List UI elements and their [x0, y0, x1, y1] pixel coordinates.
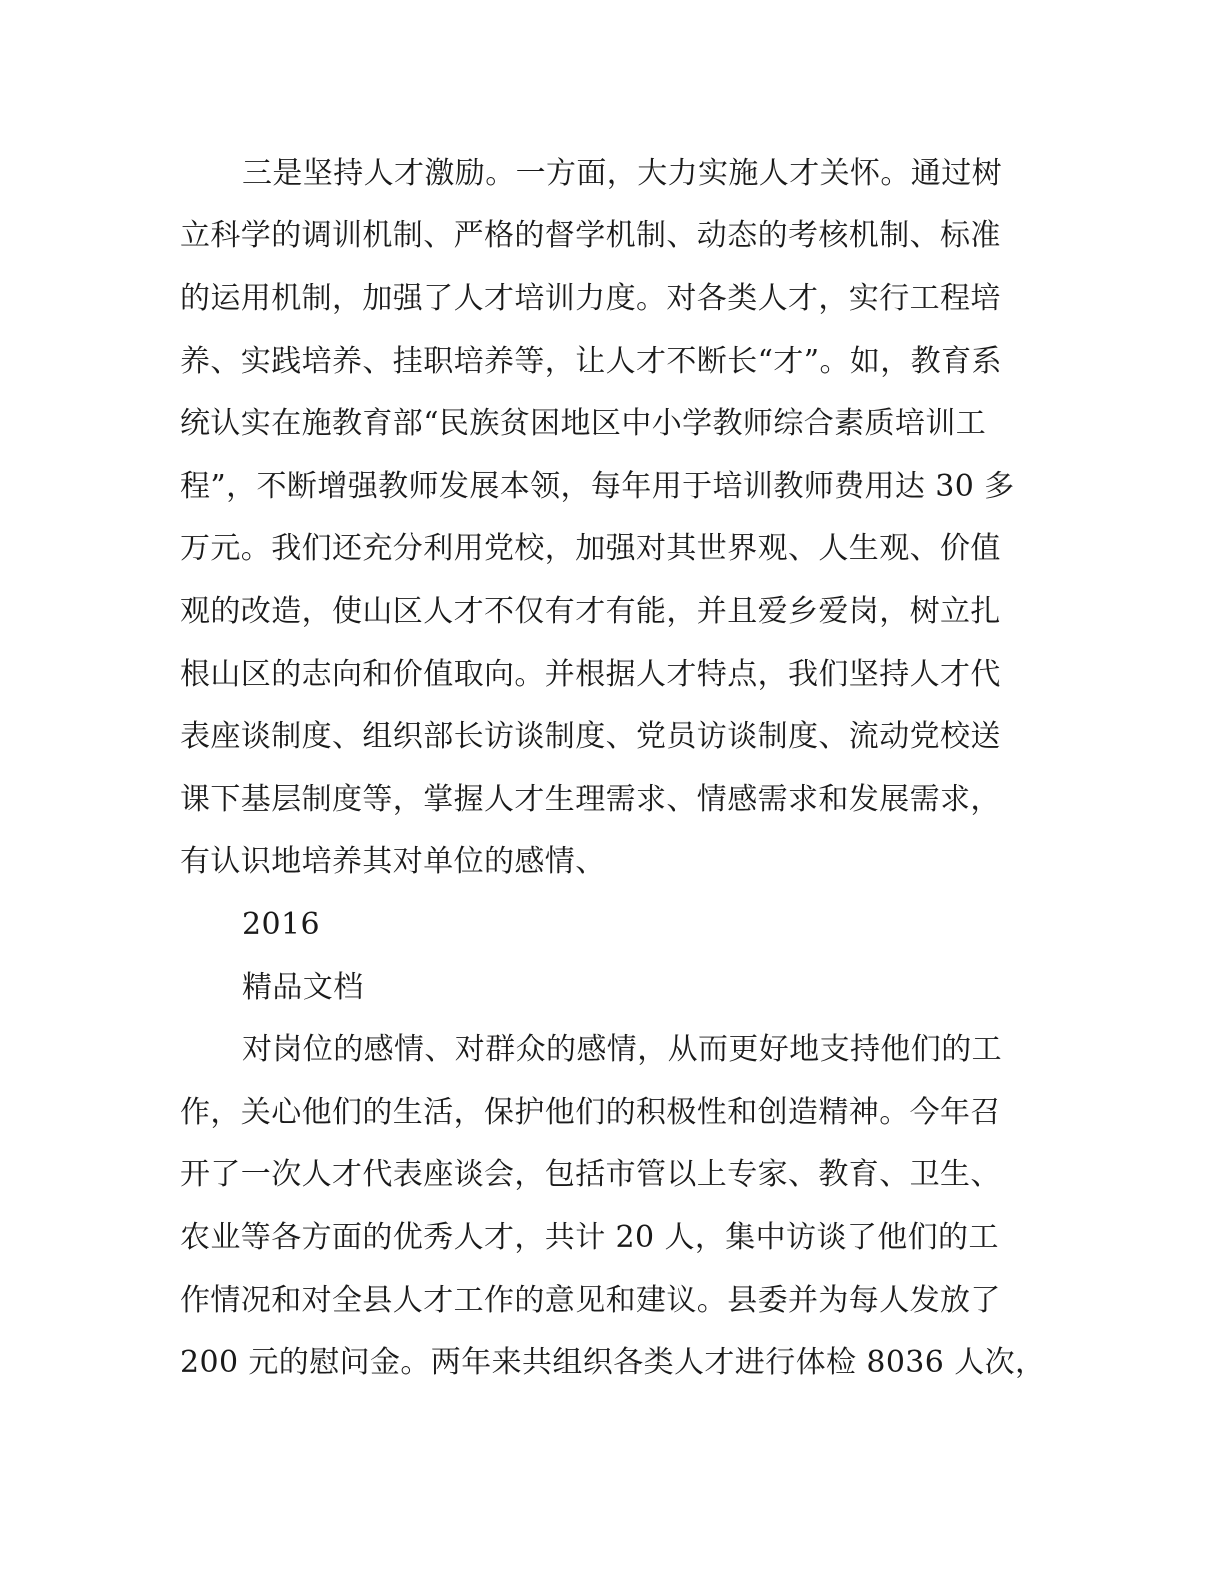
- year-label: 2016: [242, 907, 320, 942]
- paragraph-1-line-7: 万元。我们还充分利用党校，加强对其世界观、人生观、价值: [180, 531, 1001, 566]
- paragraph-2-line-4: 农业等各方面的优秀人才，共计 20 人，集中访谈了他们的工: [180, 1220, 999, 1255]
- paragraph-1-line-8: 观的改造，使山区人才不仅有才有能，并且爱乡爱岗，树立扎: [180, 594, 1001, 629]
- paragraph-1-line-12: 有认识地培养其对单位的感情、: [180, 844, 606, 879]
- paragraph-1-line-6: 程”，不断增强教师发展本领，每年用于培训教师费用达 30 多: [180, 469, 1015, 504]
- paragraph-1-line-5: 统认实在施教育部“民族贫困地区中小学教师综合素质培训工: [180, 406, 987, 441]
- paragraph-2-line-1: 对岗位的感情、对群众的感情，从而更好地支持他们的工: [242, 1032, 1002, 1067]
- paragraph-1-line-9: 根山区的志向和价值取向。并根据人才特点，我们坚持人才代: [180, 657, 1001, 692]
- watermark-label: 精品文档: [242, 970, 364, 1005]
- paragraph-2-line-5: 作情况和对全县人才工作的意见和建议。县委并为每人发放了: [180, 1283, 1001, 1318]
- paragraph-1-line-1: 三是坚持人才激励。一方面，大力实施人才关怀。通过树: [242, 156, 1002, 191]
- paragraph-1-line-4: 养、实践培养、挂职培养等，让人才不断长“才”。如，教育系: [180, 344, 1002, 379]
- paragraph-2-line-6: 200 元的慰问金。两年来共组织各类人才进行体检 8036 人次，: [180, 1345, 1046, 1380]
- paragraph-1-line-11: 课下基层制度等，掌握人才生理需求、情感需求和发展需求，: [180, 782, 1001, 817]
- paragraph-1-line-10: 表座谈制度、组织部长访谈制度、党员访谈制度、流动党校送: [180, 719, 1001, 754]
- paragraph-1-line-3: 的运用机制，加强了人才培训力度。对各类人才，实行工程培: [180, 281, 1001, 316]
- paragraph-2-line-3: 开了一次人才代表座谈会，包括市管以上专家、教育、卫生、: [180, 1157, 1001, 1192]
- paragraph-1-line-2: 立科学的调训机制、严格的督学机制、动态的考核机制、标准: [180, 218, 1001, 253]
- paragraph-2-line-2: 作，关心他们的生活，保护他们的积极性和创造精神。今年召: [180, 1095, 1001, 1130]
